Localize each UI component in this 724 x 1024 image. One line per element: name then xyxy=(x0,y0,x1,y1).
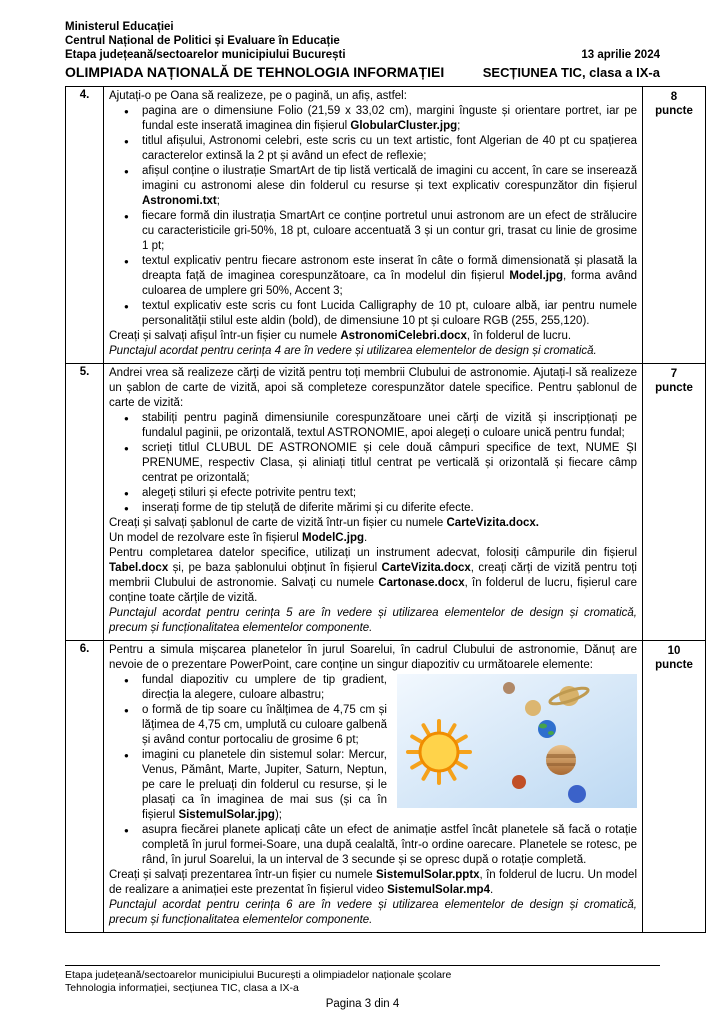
note-paragraph xyxy=(109,898,637,928)
bullet-item xyxy=(109,501,637,516)
text-run: Creați și salvați afișul într-un fișier cu numele xyxy=(109,330,341,342)
task-points-value: 10 xyxy=(667,645,681,657)
text-run: asupra fiecărei planete aplicați câte un efect de animație astfel încât planetele să facă o rotație completă în jurul formei-Soare, una după cealaltă, într-o ordine oarecare. Planetele se rotesc, pe rând, în jurul Soarelui, la un interval de 3 secunde și se opresc după o rotație completă. xyxy=(142,824,637,866)
ministry-line: Ministerul Educației xyxy=(65,21,174,33)
text-run: Astronomi.txt xyxy=(142,195,217,207)
task-points-label: puncte xyxy=(655,659,693,671)
text-run: Punctajul acordat pentru cerința 4 are în vedere și utilizarea elementelor de design și cromatică. xyxy=(109,345,597,357)
tasks-table xyxy=(65,86,706,933)
title-row xyxy=(65,63,660,82)
task-points-value: 7 xyxy=(670,368,678,380)
text-run: Punctajul acordat pentru cerința 5 are în vedere și utilizarea elementelor de design și cromatică, precum și funcționalitatea elementelor componente. xyxy=(109,607,637,634)
text-run: Creați și salvați șablonul de carte de vizită într-un fișier cu numele xyxy=(109,517,447,529)
text-run: AstronomiCelebri.docx xyxy=(340,330,467,342)
text-run: ; xyxy=(457,120,461,132)
task-points xyxy=(642,641,705,932)
bullet-item xyxy=(109,486,637,501)
bullet-item xyxy=(109,104,637,134)
stage-label: Etapa județeană/sectoarelor municipiului București xyxy=(65,49,346,61)
text-run: Tabel.docx xyxy=(109,562,169,574)
text-run: Un model de rezolvare este în fișierul xyxy=(109,532,303,544)
task-row xyxy=(66,641,705,932)
text-run: Creați și salvați prezentarea într-un fișier cu numele xyxy=(109,869,377,881)
text-run: și, pe baza șablonului obținut în fișierul xyxy=(168,562,382,574)
bullet-item xyxy=(109,748,637,823)
task-number: 4. xyxy=(66,87,104,363)
text-run: imagini cu planetele din sistemul solar: Mercur, Venus, Pământ, Marte, Jupiter, Saturn, Neptun, pe care le preluați din folderul cu resurse, și le plasați ca în imaginea de mai sus (și ca în fișierul xyxy=(142,749,387,821)
text-run: SistemulSolar.mp4 xyxy=(387,884,490,896)
document-header xyxy=(65,20,660,82)
text-run: , în folderul de lucru. Un model de realizare a animației este prezentat în fișierul video xyxy=(109,869,637,896)
text-run: SistemulSolar.pptx xyxy=(376,869,480,881)
text-run: inserați forme de tip steluță de diferite mărimi și cu diferite efecte. xyxy=(142,502,474,514)
text-run: fiecare formă din ilustrația SmartArt ce conține portretul unui astronom are un efect de strălucire cu caracteristicile gri-50%, 18 pt, culoare accentuată 3 și un contur gri, trasat cu linie de grosime 1 pt; xyxy=(142,210,637,252)
paragraph xyxy=(109,546,637,606)
bullet-item xyxy=(109,673,637,703)
bullet-item xyxy=(109,299,637,329)
task-points xyxy=(642,364,705,640)
bullet-item xyxy=(109,254,637,299)
bullet-item xyxy=(109,703,637,748)
task-number: 6. xyxy=(66,641,104,932)
footer-subject-line: Tehnologia informației, secțiunea TIC, clasa a IX-a xyxy=(65,982,299,994)
text-run: afișul conține o ilustrație SmartArt de tip listă verticală de imagini cu accent, în care se inserează imagini cu astronomi alese din folderul cu resurse și text explicativ corespunzător din fișierul xyxy=(142,165,637,192)
text-run: Andrei vrea să realizeze cărți de vizită pentru toți membrii Clubului de astronomie. Ajutați-l să realizeze un șablon de carte de vizită, apoi să completeze corespunzător datele specifice. Pentru șablonul de carte de vizită: xyxy=(109,367,637,409)
task-content xyxy=(104,364,642,640)
text-run: CarteVizita.docx. xyxy=(446,517,539,529)
bullet-item xyxy=(109,134,637,164)
bullet-item xyxy=(109,209,637,254)
task-content xyxy=(104,87,642,363)
text-run: CarteVizita.docx xyxy=(381,562,471,574)
bullet-item xyxy=(109,411,637,441)
paragraph xyxy=(109,868,637,898)
paragraph xyxy=(109,329,637,344)
footer-divider xyxy=(65,965,660,966)
task-points-value: 8 xyxy=(670,91,678,103)
text-run: scrieți titlul CLUBUL DE ASTRONOMIE și cele două câmpuri specifice de text, NUME ȘI PRENUME, respectiv Clasa, și aliniați titlul centrat pe verticală și orizontală și fiecare câmp centrat pe orizontală; xyxy=(142,442,637,484)
bullet-item xyxy=(109,823,637,868)
text-run: . xyxy=(489,884,494,896)
text-run: Cartonase.docx xyxy=(378,577,465,589)
stage-row xyxy=(65,48,660,63)
footer-stage-line: Etapa județeană/sectoarelor municipiului București a olimpiadelor naționale școlare xyxy=(65,969,452,981)
bullet-item xyxy=(109,164,637,209)
text-run: alegeți stiluri și efecte potrivite pentru text; xyxy=(142,487,357,499)
text-run: ModelC.jpg xyxy=(302,532,365,544)
text-run: ; xyxy=(216,195,220,207)
date-label: 13 aprilie 2024 xyxy=(581,49,660,61)
center-line: Centrul Național de Politici și Evaluare în Educație xyxy=(65,35,340,47)
text-run: o formă de tip soare cu înălțimea de 4,75 cm și lățimea de 4,75 cm, umplută cu culoare galbenă și având contur portocaliu de grosime 6 pt; xyxy=(142,704,387,746)
text-run: titlul afișului, Astronomi celebri, este scris cu un text artistic, font Algerian de 40 pt cu spațierea caracterelor extinsă la 2 pt și având un efect de reflexie; xyxy=(142,135,637,162)
task-row xyxy=(66,87,705,364)
text-run: textul explicativ pentru fiecare astronom este inserat în câte o formă dimensionată și plasată la dreapta față de imaginea corespunzătoare, ca în modelul din fișierul xyxy=(142,255,637,282)
text-run: Pentru a simula mișcarea planetelor în jurul Soarelui, în cadrul Clubului de astronomie, Dănuț are nevoie de o prezentare PowerPoint, care conține un singur diapozitiv cu următoarele elemente: xyxy=(109,644,637,671)
task-points-label: puncte xyxy=(655,382,693,394)
text-run: Ajutați-o pe Oana să realizeze, pe o pagină, un afiș, astfel: xyxy=(109,90,407,102)
page-number: Pagina 3 din 4 xyxy=(325,998,400,1010)
text-run: , în folderul de lucru. xyxy=(466,330,572,342)
text-run: ); xyxy=(274,809,282,821)
text-run: . xyxy=(364,532,368,544)
text-run: GlobularCluster.jpg xyxy=(350,120,458,132)
paragraph xyxy=(109,89,637,104)
task-number: 5. xyxy=(66,364,104,640)
text-run: Model.jpg xyxy=(509,270,564,282)
text-run: pagina are o dimensiune Folio (21,59 x 33,02 cm), margini înguste și orientare portret, iar pe fundal este inserată imaginea din fișierul xyxy=(142,105,637,132)
bullet-item xyxy=(109,441,637,486)
section-label: SECȚIUNEA TIC, clasa a IX-a xyxy=(482,65,660,80)
text-run: Punctajul acordat pentru cerința 6 are în vedere și utilizarea elementelor de design și cromatică, precum și funcționalitatea elementelor componente. xyxy=(109,899,637,926)
document-footer xyxy=(65,965,660,1010)
task-points-label: puncte xyxy=(655,105,693,117)
paragraph xyxy=(109,531,637,546)
text-run: , în folderul de lucru, fișierul care conține toate cărțile de vizită. xyxy=(109,577,637,604)
paragraph xyxy=(109,643,637,673)
note-paragraph xyxy=(109,606,637,636)
text-run: fundal diapozitiv cu umplere de tip gradient, direcția la alegere, culoare albastru; xyxy=(142,674,387,701)
note-paragraph xyxy=(109,344,637,359)
text-run: textul explicativ este scris cu font Lucida Calligraphy de 10 pt, culoare albă, iar pentru numele personalității stilul este aldin (bold), de dimensiune 10 pt și culoare RGB (255, 255,120). xyxy=(142,300,637,327)
text-run: Pentru completarea datelor specifice, utilizați un instrument adecvat, folosiți câmpurile din fișierul xyxy=(109,547,637,559)
task-points xyxy=(642,87,705,363)
text-run: , creați cărți de vizită pentru toți membrii Clubului de astronomie. Salvați cu numele xyxy=(109,562,637,589)
olympiad-title: OLIMPIADA NAȚIONALĂ DE TEHNOLOGIA INFORMAȚIEI xyxy=(65,64,445,80)
paragraph xyxy=(109,516,637,531)
text-run: , forma având culoarea de umplere gri 50%, Accent 3; xyxy=(142,270,637,297)
task-row xyxy=(66,364,705,641)
text-run: SistemulSolar.jpg xyxy=(178,809,275,821)
paragraph xyxy=(109,366,637,411)
text-run: stabiliți pentru pagină dimensiunile corespunzătoare unei cărți de vizită și inscripționați pe fundalul paginii, pe orizontală, textul ASTRONOMIE, apoi alegeți o culoare unică pentru fundal; xyxy=(142,412,637,439)
task-content xyxy=(104,641,642,932)
